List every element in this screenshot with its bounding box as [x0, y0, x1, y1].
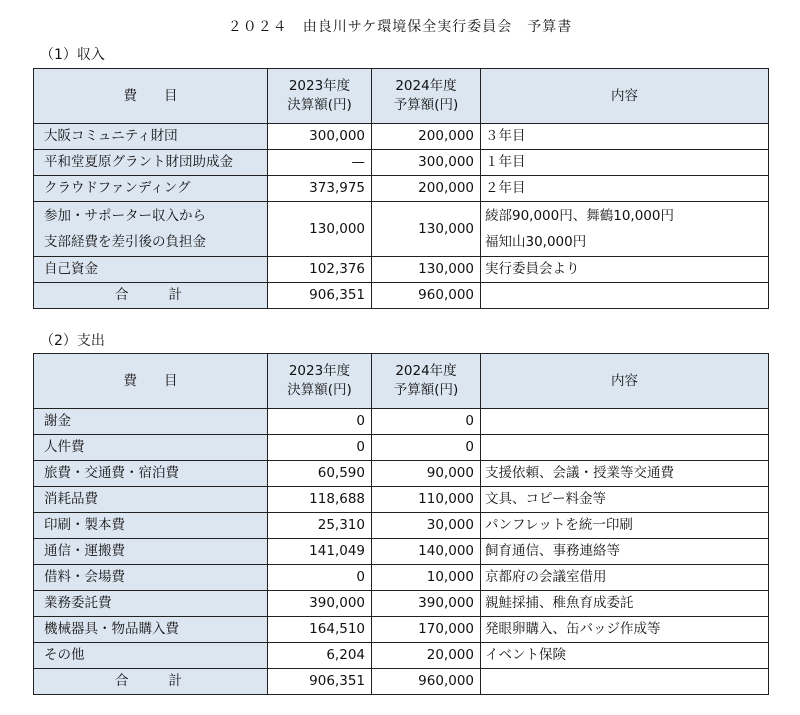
- income-header-row: [34, 69, 769, 124]
- row-2023: 390,000: [268, 591, 372, 617]
- table-row: [34, 461, 769, 487]
- total-row: [34, 669, 769, 695]
- table-row: [34, 409, 769, 435]
- header-2024-line1: 2024年度: [395, 363, 457, 379]
- header-2023-line2: 決算額(円): [287, 97, 352, 113]
- table-row: [34, 565, 769, 591]
- row-2024: 90,000: [372, 461, 481, 487]
- row-item-line1: 参加・サポーター収入から: [44, 208, 206, 224]
- expense-table: [33, 353, 769, 695]
- header-item: 費 目: [34, 354, 268, 409]
- table-row: [34, 591, 769, 617]
- table-row: [34, 617, 769, 643]
- row-2023: 0: [268, 565, 372, 591]
- row-2023: 0: [268, 435, 372, 461]
- total-label: 合計: [34, 283, 268, 309]
- row-item: 消耗品費: [34, 487, 268, 513]
- header-note: 内容: [481, 354, 769, 409]
- row-item: その他: [34, 643, 268, 669]
- header-2023-line1: 2023年度: [288, 78, 351, 94]
- row-note: [481, 435, 769, 461]
- row-2024: 170,000: [372, 617, 481, 643]
- row-item: 通信・運搬費: [34, 539, 268, 565]
- row-2024: 130,000: [372, 202, 481, 257]
- row-note: 支援依頼、会議・授業等交通費: [481, 461, 769, 487]
- table-row: [34, 435, 769, 461]
- row-2024: 10,000: [372, 565, 481, 591]
- income-section-label: （1）収入: [40, 47, 105, 63]
- row-2023: 130,000: [268, 202, 372, 257]
- header-2024: [372, 354, 481, 409]
- total-note: [481, 669, 769, 695]
- row-note: [481, 202, 769, 257]
- row-2024: 130,000: [372, 257, 481, 283]
- row-2024: 140,000: [372, 539, 481, 565]
- expense-header-row: [34, 354, 769, 409]
- table-row: [34, 487, 769, 513]
- table-row: [34, 643, 769, 669]
- row-note: ２年目: [481, 176, 769, 202]
- header-2024-line2: 予算額(円): [393, 97, 459, 113]
- row-2023: 0: [268, 409, 372, 435]
- table-row: [34, 176, 769, 202]
- document-title: ２０２４ 由良川サケ環境保全実行委員会 予算書: [227, 19, 573, 35]
- row-2024: 200,000: [372, 176, 481, 202]
- row-2023: 164,510: [268, 617, 372, 643]
- header-2024: [372, 69, 481, 124]
- row-2023: 102,376: [268, 257, 372, 283]
- total-2023: 906,351: [268, 283, 372, 309]
- row-item: 機械器具・物品購入費: [34, 617, 268, 643]
- row-note-line1: 綾部90,000円、舞鶴10,000円: [485, 208, 674, 224]
- row-2023: 300,000: [268, 124, 372, 150]
- row-2024: 300,000: [372, 150, 481, 176]
- row-note: 飼育通信、事務連絡等: [481, 539, 769, 565]
- row-2024: 390,000: [372, 591, 481, 617]
- row-item-line2: 支部経費を差引後の負担金: [44, 234, 206, 250]
- income-table: [33, 68, 769, 309]
- header-2023: [268, 69, 372, 124]
- row-note-line2: 福知山30,000円: [485, 234, 587, 250]
- row-item: 自己資金: [34, 257, 268, 283]
- total-2024: 960,000: [372, 283, 481, 309]
- row-note: 親鮭採捕、稚魚育成委託: [481, 591, 769, 617]
- row-2023: 118,688: [268, 487, 372, 513]
- row-item: 借料・会場費: [34, 565, 268, 591]
- row-item: 印刷・製本費: [34, 513, 268, 539]
- row-2024: 0: [372, 435, 481, 461]
- row-2024: 200,000: [372, 124, 481, 150]
- row-note: １年目: [481, 150, 769, 176]
- expense-section-label: （2）支出: [40, 333, 105, 349]
- row-note: [481, 409, 769, 435]
- row-2023: —: [268, 150, 372, 176]
- row-note: 発眼卵購入、缶バッジ作成等: [481, 617, 769, 643]
- row-item: [34, 202, 268, 257]
- row-item: 旅費・交通費・宿泊費: [34, 461, 268, 487]
- row-2023: 6,204: [268, 643, 372, 669]
- row-note: ３年目: [481, 124, 769, 150]
- row-note: 実行委員会より: [481, 257, 769, 283]
- row-note: 京都府の会議室借用: [481, 565, 769, 591]
- header-note: 内容: [481, 69, 769, 124]
- row-2023: 141,049: [268, 539, 372, 565]
- row-item: 平和堂夏原グラント財団助成金: [34, 150, 268, 176]
- table-row: [34, 539, 769, 565]
- row-2023: 60,590: [268, 461, 372, 487]
- table-row: [34, 150, 769, 176]
- row-2023: 25,310: [268, 513, 372, 539]
- row-2023: 373,975: [268, 176, 372, 202]
- table-row: [34, 513, 769, 539]
- header-item: 費 目: [34, 69, 268, 124]
- header-2023-line1: 2023年度: [288, 363, 351, 379]
- table-row: [34, 257, 769, 283]
- total-2024: 960,000: [372, 669, 481, 695]
- header-2024-line2: 予算額(円): [393, 382, 459, 398]
- header-2023: [268, 354, 372, 409]
- row-2024: 110,000: [372, 487, 481, 513]
- header-2024-line1: 2024年度: [395, 78, 457, 94]
- total-label: 合計: [34, 669, 268, 695]
- row-note: イベント保険: [481, 643, 769, 669]
- row-2024: 30,000: [372, 513, 481, 539]
- header-2023-line2: 決算額(円): [287, 382, 352, 398]
- total-2023: 906,351: [268, 669, 372, 695]
- row-item: 謝金: [34, 409, 268, 435]
- row-note: 文具、コピー料金等: [481, 487, 769, 513]
- table-row: [34, 124, 769, 150]
- row-item: クラウドファンディング: [34, 176, 268, 202]
- total-row: [34, 283, 769, 309]
- row-2024: 0: [372, 409, 481, 435]
- row-2024: 20,000: [372, 643, 481, 669]
- table-row: [34, 202, 769, 257]
- total-note: [481, 283, 769, 309]
- row-item: 人件費: [34, 435, 268, 461]
- row-note: パンフレットを統一印刷: [481, 513, 769, 539]
- row-item: 大阪コミュニティ財団: [34, 124, 268, 150]
- row-item: 業務委託費: [34, 591, 268, 617]
